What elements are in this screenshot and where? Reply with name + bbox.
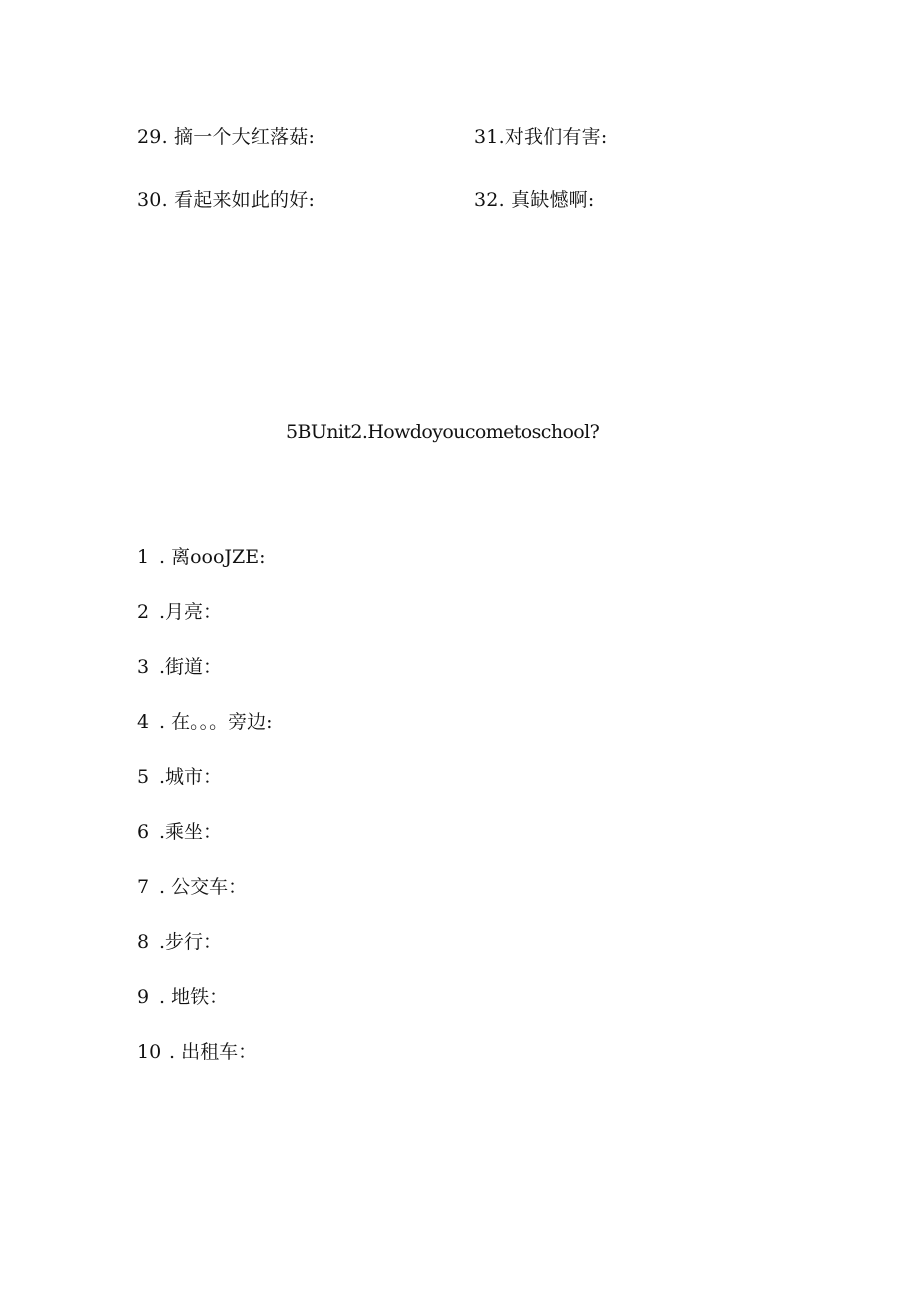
item-number: 5 <box>137 766 150 788</box>
item-number: 10 <box>137 1041 162 1063</box>
item-text: . 离oooJZE: <box>159 546 266 568</box>
exercise-item-30: 30. 看起来如此的好: <box>137 189 316 211</box>
list-item <box>137 765 637 820</box>
item-text: . 公交车： <box>159 876 248 898</box>
list-item <box>137 600 637 655</box>
item-text: . 出租车： <box>169 1041 258 1063</box>
exercise-item-31: 31.对我们有害: <box>474 126 608 148</box>
exercise-item-32: 32. 真缺憾啊: <box>474 189 595 211</box>
section-heading: 5BUnit2.Howdoyoucometoschool? <box>286 421 600 443</box>
item-text: .月亮： <box>159 601 223 623</box>
item-number: 8 <box>137 931 150 953</box>
list-item <box>137 820 637 875</box>
exercise-item-29: 29. 摘一个大红落菇: <box>137 126 316 148</box>
item-number: 3 <box>137 656 150 678</box>
list-item <box>137 875 637 930</box>
item-text: . 在。。。旁边: <box>159 711 273 733</box>
item-number: 4 <box>137 711 150 733</box>
item-text: .步行： <box>159 931 223 953</box>
item-number: 9 <box>137 986 150 1008</box>
list-item <box>137 655 637 710</box>
item-number: 7 <box>137 876 150 898</box>
item-number: 2 <box>137 601 150 623</box>
list-item <box>137 710 637 765</box>
item-text: .城市： <box>159 766 223 788</box>
item-number: 1 <box>137 546 150 568</box>
list-item <box>137 985 637 1040</box>
item-text: .街道： <box>159 656 223 678</box>
item-text: .乘坐： <box>159 821 223 843</box>
item-text: . 地铁： <box>159 986 229 1008</box>
list-item <box>137 545 637 600</box>
item-number: 6 <box>137 821 150 843</box>
vocab-list <box>137 545 637 1095</box>
list-item <box>137 930 637 985</box>
list-item <box>137 1040 637 1095</box>
